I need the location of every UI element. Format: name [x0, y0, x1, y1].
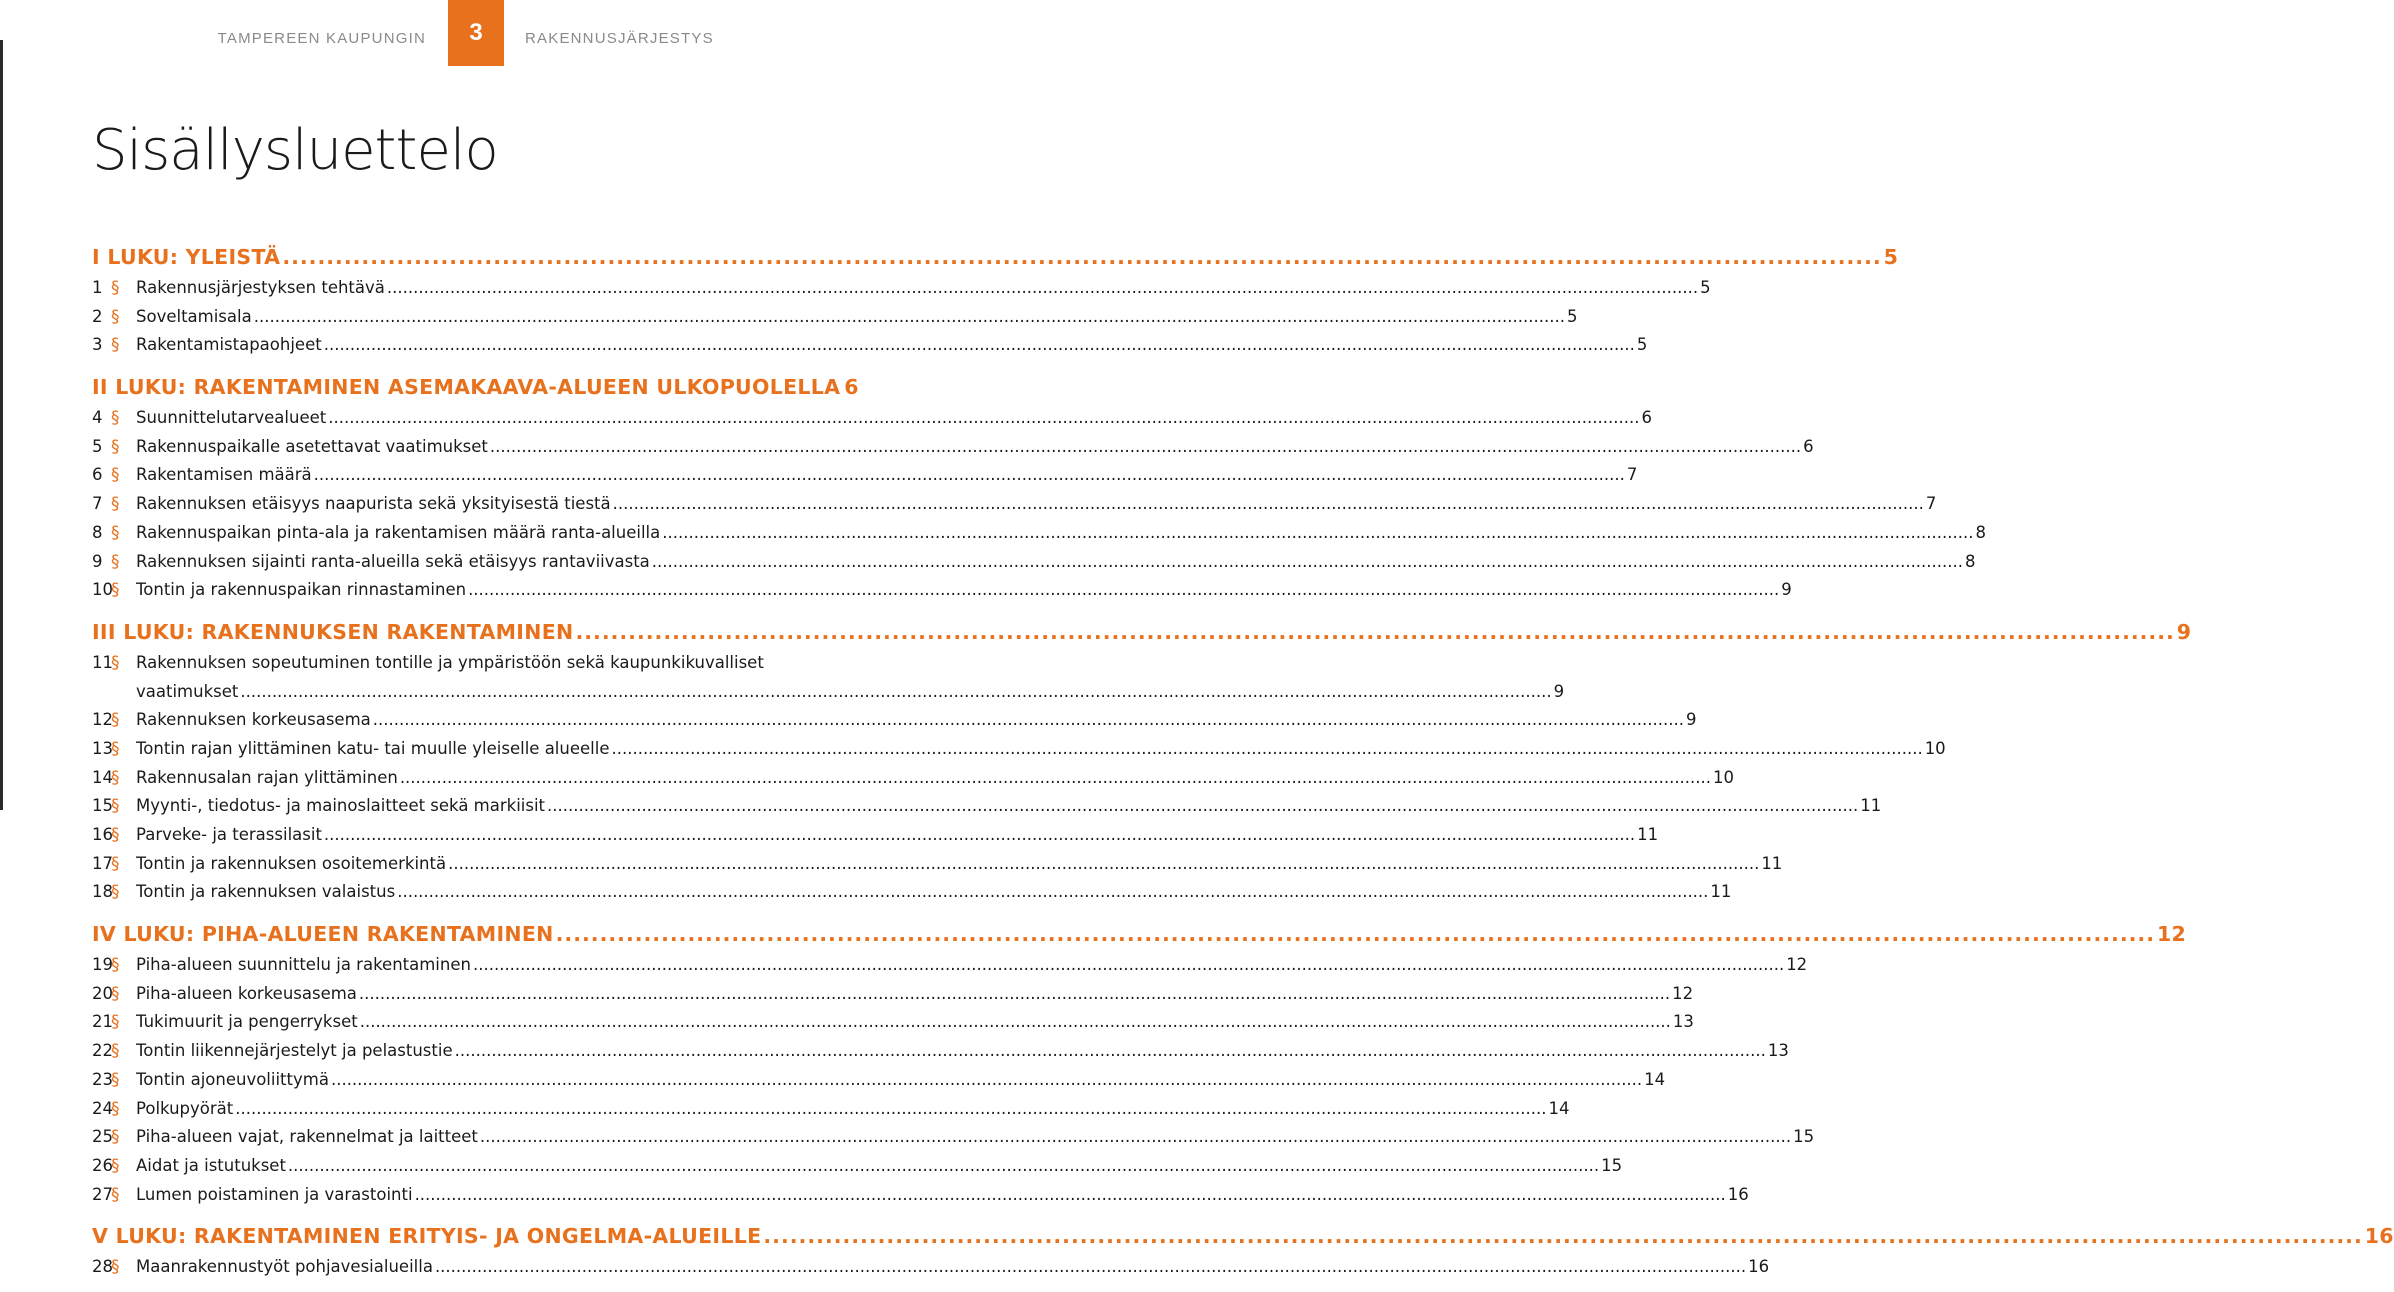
toc-entry[interactable]: [92, 461, 1638, 490]
header-left-title: TAMPEREEN KAUPUNGIN: [217, 30, 426, 47]
leader-dots: [324, 331, 1635, 360]
entry-page-number: 11: [1860, 796, 1882, 816]
section-number: 6: [92, 465, 103, 485]
entry-page-number: 9: [1553, 681, 1565, 701]
entry-page-number: 11: [1637, 825, 1659, 845]
section-sign-icon: §: [111, 853, 120, 874]
chapter-page-number: 16: [2364, 1224, 2394, 1249]
entry-title: Piha-alueen suunnittelu ja rakentaminen: [136, 955, 471, 975]
section-sign-icon: §: [111, 1257, 120, 1278]
toc-chapter[interactable]: [92, 370, 858, 404]
section-number: 16: [92, 825, 113, 845]
toc-entry[interactable]: [92, 303, 1578, 332]
leader-dots: [324, 821, 1635, 850]
entry-title: Tontin ja rakennuksen osoitemerkintä: [136, 853, 447, 873]
section-number: 19: [92, 955, 113, 975]
section-number: 25: [92, 1127, 113, 1147]
chapter-title: I LUKU: YLEISTÄ: [92, 245, 281, 269]
entry-page-number: 14: [1548, 1098, 1570, 1118]
toc-entry[interactable]: [92, 1095, 1570, 1124]
toc-entry[interactable]: [92, 1008, 1694, 1037]
leader-dots: [359, 980, 1670, 1009]
entry-page-number: 10: [1924, 738, 1946, 758]
section-sign-icon: §: [111, 983, 120, 1004]
section-number: 28: [92, 1257, 113, 1277]
page-number: 3: [469, 19, 483, 46]
chapter-page-number: 12: [2156, 922, 2187, 947]
section-number: 15: [92, 796, 113, 816]
section-sign-icon: §: [111, 767, 120, 788]
entry-title: Tukimuurit ja pengerrykset: [136, 1012, 358, 1032]
leader-dots: [314, 461, 1625, 490]
entry-page-number: 9: [1781, 580, 1792, 600]
entry-title: Rakennuksen korkeusasema: [136, 710, 371, 730]
section-sign-icon: §: [111, 1012, 120, 1033]
leader-dots: [282, 240, 1881, 274]
section-sign-icon: §: [111, 580, 120, 601]
toc-entry[interactable]: [92, 951, 1808, 980]
leader-dots: [240, 678, 1551, 707]
section-sign-icon: §: [111, 955, 120, 976]
leader-dots: [455, 1037, 1766, 1066]
toc-chapter[interactable]: [92, 1219, 2394, 1253]
section-number: 2: [92, 306, 103, 326]
section-sign-icon: §: [111, 408, 120, 429]
section-number: 1: [92, 278, 103, 297]
section-sign-icon: §: [111, 436, 120, 457]
section-number: 22: [92, 1041, 113, 1061]
section-sign-icon: §: [111, 825, 120, 846]
chapter-title: III LUKU: RAKENNUKSEN RAKENTAMINEN: [92, 619, 574, 644]
leader-dots: [235, 1095, 1546, 1124]
section-sign-icon: §: [111, 1155, 120, 1176]
entry-page-number: 16: [1727, 1184, 1749, 1204]
entry-page-number: 12: [1786, 955, 1808, 975]
leader-dots: [556, 917, 2155, 951]
entry-page-number: 11: [1710, 882, 1732, 902]
leader-dots: [360, 1008, 1671, 1037]
section-sign-icon: §: [111, 494, 120, 515]
chapter-page-number: 9: [2176, 619, 2192, 644]
entry-title: Tontin liikennejärjestelyt ja pelastustie: [136, 1041, 453, 1061]
entry-title: Rakennuksen sopeutuminen tontille ja ympäristöön sekä kaupunkikuvalliset: [136, 652, 764, 672]
entry-title-continued: [136, 678, 1564, 707]
entry-page-number: 8: [1965, 551, 1976, 571]
entry-title: Suunnittelutarvealueet: [136, 408, 327, 428]
leader-dots: [435, 1253, 1746, 1282]
section-number: 23: [92, 1069, 113, 1089]
table-of-contents: [92, 240, 2394, 1282]
toc-entry[interactable]: [92, 1253, 1770, 1282]
section-number: 21: [92, 1012, 113, 1032]
entry-title: Parveke- ja terassilasit: [136, 825, 322, 845]
chapter-page-number: 6: [844, 375, 859, 400]
section-sign-icon: §: [111, 278, 120, 298]
toc-entry[interactable]: [92, 1066, 1666, 1095]
entry-title: Tontin ja rakennuksen valaistus: [136, 882, 396, 902]
entry-page-number: 13: [1767, 1041, 1789, 1061]
toc-entry[interactable]: [92, 792, 1882, 821]
entry-title: Rakennuspaikan pinta-ala ja rakentamisen määrä ranta-alueilla: [136, 522, 661, 542]
section-number: 24: [92, 1098, 113, 1118]
section-number: 11: [92, 652, 113, 672]
toc-entry[interactable]: [92, 1037, 1789, 1066]
leader-dots: [473, 951, 1784, 980]
page-header: [0, 0, 960, 80]
entry-page-number: 6: [1641, 408, 1652, 428]
section-number: 7: [92, 494, 103, 514]
entry-title: Aidat ja istutukset: [136, 1155, 286, 1175]
entry-body: [136, 649, 1564, 706]
leader-dots: [448, 850, 1759, 879]
toc-entry[interactable]: [92, 433, 1814, 462]
entry-title: Rakennuksen etäisyys naapurista sekä yksityisestä tiestä: [136, 494, 611, 514]
entry-page-number: 5: [1700, 278, 1711, 297]
leader-dots: [652, 548, 1963, 577]
leader-dots: [662, 519, 1973, 548]
entry-title: Rakentamistapaohjeet: [136, 335, 322, 355]
chapter-title: IV LUKU: PIHA-ALUEEN RAKENTAMINEN: [92, 922, 554, 947]
section-number: 14: [92, 767, 113, 787]
entry-page-number: 9: [1686, 710, 1697, 730]
section-sign-icon: §: [111, 1069, 120, 1090]
section-number: 9: [92, 551, 103, 571]
entry-page-number: 11: [1761, 853, 1783, 873]
entry-title: Piha-alueen korkeusasema: [136, 983, 357, 1003]
entry-title: Myynti-, tiedotus- ja mainoslaitteet sekä markiisit: [136, 796, 546, 816]
toc-entry[interactable]: [92, 404, 1652, 433]
leader-dots: [763, 1219, 2362, 1253]
toc-entry[interactable]: [92, 980, 1694, 1009]
entry-page-number: 14: [1644, 1069, 1666, 1089]
leader-dots: [288, 1152, 1599, 1181]
section-number: 27: [92, 1184, 113, 1204]
leader-dots: [400, 764, 1711, 793]
entry-title: Rakennuksen sijainti ranta-alueilla sekä etäisyys rantaviivasta: [136, 551, 650, 571]
toc-entry[interactable]: [92, 850, 1783, 879]
section-sign-icon: §: [111, 1184, 120, 1205]
entry-title: Piha-alueen vajat, rakennelmat ja laitteet: [136, 1127, 478, 1147]
entry-title: Tontin ajoneuvoliittymä: [136, 1069, 329, 1089]
toc-entry[interactable]: [92, 548, 1976, 577]
leader-dots: [490, 433, 1801, 462]
section-sign-icon: §: [111, 465, 120, 486]
section-sign-icon: §: [111, 522, 120, 543]
entry-page-number: 12: [1672, 983, 1694, 1003]
page-title: Sisällysluettelo: [92, 118, 498, 183]
section-number: 12: [92, 710, 113, 730]
leader-dots: [331, 1066, 1642, 1095]
section-sign-icon: §: [111, 882, 120, 903]
leader-dots: [575, 615, 2174, 649]
leader-dots: [611, 735, 1922, 764]
section-sign-icon: §: [111, 1041, 120, 1062]
entry-page-number: 5: [1566, 306, 1578, 326]
section-number: 4: [92, 408, 103, 428]
section-number: 5: [92, 436, 103, 456]
leader-dots: [613, 490, 1924, 519]
entry-page-number: 7: [1925, 494, 1937, 514]
section-sign-icon: §: [111, 1098, 120, 1119]
leader-dots: [547, 792, 1858, 821]
leader-dots: [468, 576, 1779, 605]
entry-title: Rakennuspaikalle asetettavat vaatimukset: [136, 436, 488, 456]
entry-page-number: 7: [1626, 465, 1638, 485]
header-right-title: RAKENNUSJÄRJESTYS: [525, 30, 714, 47]
toc-entry[interactable]: [92, 821, 1659, 850]
section-number: 20: [92, 983, 113, 1003]
entry-title: Polkupyörät: [136, 1098, 234, 1118]
toc-entry[interactable]: [92, 519, 1986, 548]
section-number: 17: [92, 853, 113, 873]
toc-entry[interactable]: [92, 649, 1565, 706]
toc-entry[interactable]: [92, 576, 1792, 605]
section-sign-icon: §: [111, 1127, 120, 1148]
chapter-page-number: 5: [1883, 245, 1899, 269]
section-sign-icon: §: [111, 306, 120, 327]
leader-dots: [373, 706, 1684, 735]
section-sign-icon: §: [111, 710, 120, 731]
toc-entry[interactable]: [92, 706, 1697, 735]
section-number: 10: [92, 580, 113, 600]
toc-chapter[interactable]: [92, 917, 2187, 951]
toc-entry[interactable]: [92, 1123, 1815, 1152]
section-sign-icon: §: [111, 335, 120, 356]
section-sign-icon: §: [111, 738, 120, 759]
leader-dots: [415, 1181, 1726, 1210]
section-number: 26: [92, 1155, 113, 1175]
toc-entry[interactable]: [92, 1152, 1623, 1181]
entry-page-number: 16: [1748, 1257, 1770, 1277]
entry-title: Maanrakennustyöt pohjavesialueilla: [136, 1257, 433, 1277]
toc-entry[interactable]: [92, 878, 1732, 907]
entry-title: Tontin rajan ylittäminen katu- tai muulle yleiselle alueelle: [136, 738, 610, 758]
entry-title-line2: vaatimukset: [136, 681, 239, 701]
chapter-title: V LUKU: RAKENTAMINEN ERITYIS- JA ONGELMA-ALUEILLE: [92, 1224, 762, 1249]
entry-page-number: 15: [1793, 1127, 1815, 1147]
entry-page-number: 5: [1636, 335, 1648, 355]
entry-title: Lumen poistaminen ja varastointi: [136, 1184, 413, 1204]
section-sign-icon: §: [111, 796, 120, 817]
toc-entry[interactable]: [92, 490, 1937, 519]
section-sign-icon: §: [111, 551, 120, 572]
entry-page-number: 8: [1975, 522, 1986, 542]
section-number: 3: [92, 335, 103, 355]
entry-page-number: 10: [1713, 767, 1735, 787]
toc-entry[interactable]: [92, 735, 1946, 764]
entry-title: Soveltamisala: [136, 306, 252, 326]
entry-title: Tontin ja rakennuspaikan rinnastaminen: [136, 580, 467, 600]
entry-title: Rakennusalan rajan ylittäminen: [136, 767, 398, 787]
entry-page-number: 15: [1601, 1155, 1623, 1175]
entry-page-number: 13: [1672, 1012, 1694, 1032]
section-number: 8: [92, 522, 103, 542]
toc-chapter[interactable]: [92, 240, 1899, 274]
entry-title: Rakennusjärjestyksen tehtävä: [136, 278, 385, 297]
leader-dots: [480, 1123, 1791, 1152]
section-number: 18: [92, 882, 113, 902]
entry-page-number: 6: [1803, 436, 1814, 456]
toc-entry[interactable]: [92, 1181, 1749, 1210]
entry-title: Rakentamisen määrä: [136, 465, 312, 485]
leader-dots: [328, 404, 1639, 433]
section-number: 13: [92, 738, 113, 758]
toc-entry[interactable]: [92, 331, 1648, 360]
toc-entry[interactable]: [92, 764, 1735, 793]
leader-dots: [397, 878, 1708, 907]
page-number-box: [448, 0, 504, 66]
toc-chapter[interactable]: [92, 615, 2192, 649]
left-margin-rule: [0, 40, 3, 810]
chapter-title: II LUKU: RAKENTAMINEN ASEMAKAAVA-ALUEEN ULKOPUOLELLA: [92, 375, 841, 400]
section-sign-icon: §: [111, 652, 120, 673]
leader-dots: [387, 274, 1698, 303]
leader-dots: [254, 303, 1565, 332]
toc-entry[interactable]: [92, 274, 1711, 303]
